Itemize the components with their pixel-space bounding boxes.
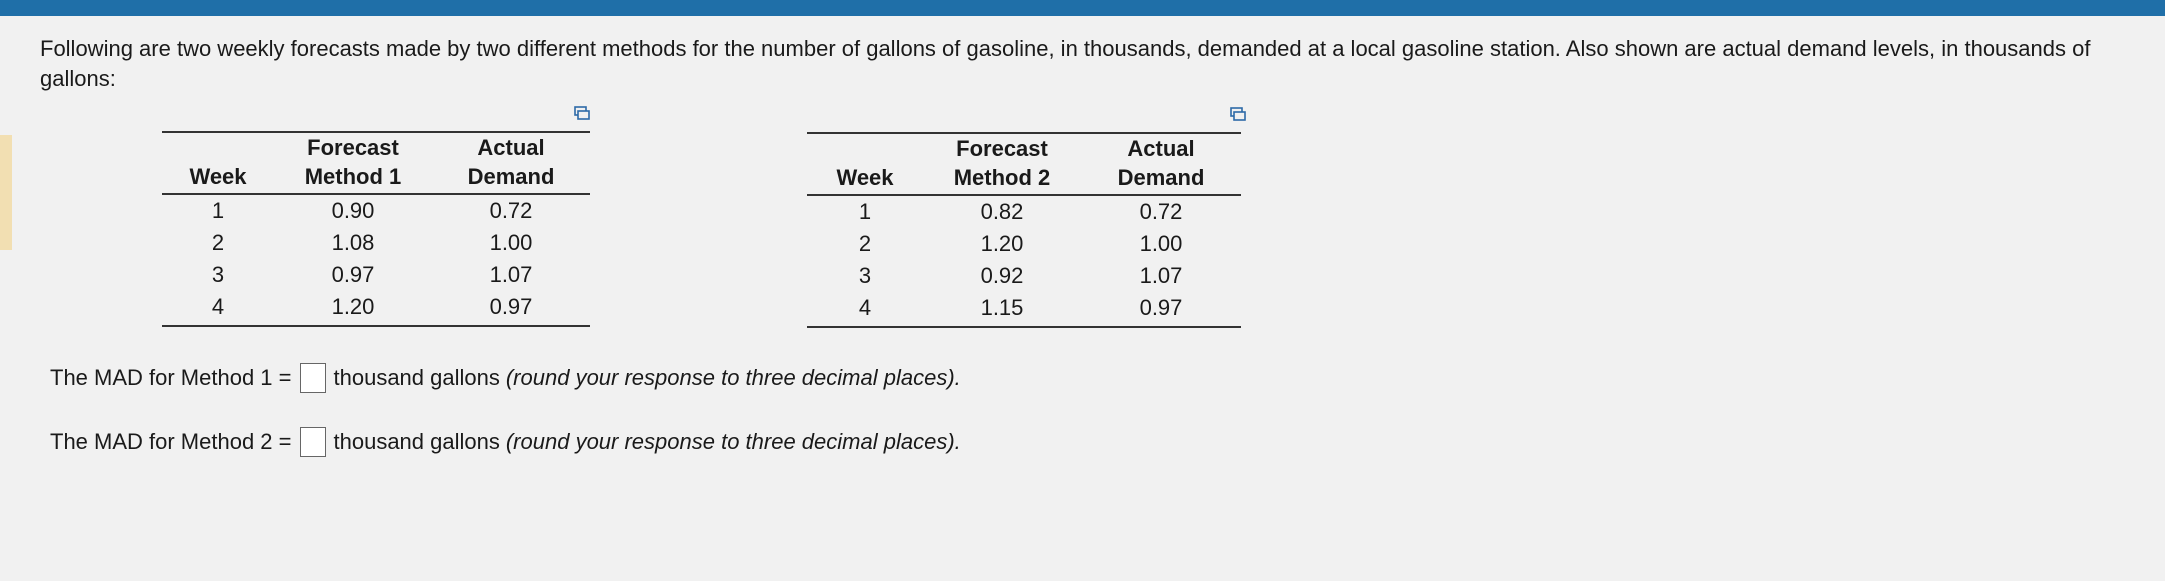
left-strip bbox=[0, 135, 12, 250]
mad-method-1-input[interactable] bbox=[300, 363, 326, 393]
week-cell: 4 bbox=[807, 292, 923, 327]
forecast-header-line2: Method 1 bbox=[274, 162, 432, 194]
week-cell: 1 bbox=[858, 199, 872, 224]
actual-cell: 0.72 bbox=[1139, 199, 1183, 224]
question-mad-method-1 bbox=[50, 363, 961, 393]
top-bar bbox=[0, 0, 2165, 16]
week-header-spacer bbox=[807, 133, 923, 163]
question-unit: thousand gallons bbox=[333, 365, 500, 390]
actual-header-line2: Demand bbox=[432, 162, 590, 194]
question-label: The MAD for Method 2 = bbox=[50, 429, 292, 454]
forecast-table-method-1 bbox=[162, 131, 590, 327]
forecast-cell: 0.97 bbox=[331, 262, 375, 287]
forecast-cell: 1.15 bbox=[923, 292, 1081, 327]
week-header: Week bbox=[162, 162, 274, 194]
copy-icon[interactable] bbox=[574, 106, 590, 120]
actual-cell: 1.00 bbox=[489, 230, 533, 255]
actual-cell: 0.97 bbox=[1081, 292, 1241, 327]
question-unit: thousand gallons bbox=[333, 429, 500, 454]
week-cell: 2 bbox=[858, 231, 872, 256]
actual-cell: 0.72 bbox=[489, 198, 533, 223]
table-row bbox=[162, 227, 590, 259]
week-header-spacer bbox=[162, 132, 274, 162]
week-cell: 1 bbox=[211, 198, 225, 223]
copy-icon[interactable] bbox=[1230, 107, 1246, 121]
forecast-cell: 0.92 bbox=[980, 263, 1024, 288]
question-mad-method-2 bbox=[50, 427, 961, 457]
actual-cell: 1.07 bbox=[489, 262, 533, 287]
week-header: Week bbox=[807, 163, 923, 195]
forecast-cell: 0.90 bbox=[331, 198, 375, 223]
mad-method-2-input[interactable] bbox=[300, 427, 326, 457]
question-note: (round your response to three decimal places). bbox=[505, 429, 961, 454]
actual-header-line1: Actual bbox=[432, 132, 590, 162]
actual-header-line1: Actual bbox=[1081, 133, 1241, 163]
table-row bbox=[807, 195, 1241, 228]
table-row bbox=[807, 260, 1241, 292]
actual-cell: 1.07 bbox=[1139, 263, 1183, 288]
question-note: (round your response to three decimal places). bbox=[505, 365, 961, 390]
table-row bbox=[162, 194, 590, 227]
table-row bbox=[162, 259, 590, 291]
intro-text: Following are two weekly forecasts made by two different methods for the number of gallons of gasoline, in thousands, demanded at a local gasoline station. Also shown are actual demand levels, in thousands of gallons: bbox=[40, 36, 2091, 91]
forecast-header-line2: Method 2 bbox=[923, 163, 1081, 195]
forecast-header-line1: Forecast bbox=[923, 133, 1081, 163]
table-row bbox=[807, 292, 1241, 327]
table-row bbox=[162, 291, 590, 326]
question-label: The MAD for Method 1 = bbox=[50, 365, 292, 390]
forecast-cell: 0.82 bbox=[980, 199, 1024, 224]
week-cell: 2 bbox=[211, 230, 225, 255]
table-row bbox=[807, 228, 1241, 260]
week-cell: 3 bbox=[858, 263, 872, 288]
actual-cell: 0.97 bbox=[432, 291, 590, 326]
week-cell: 4 bbox=[162, 291, 274, 326]
forecast-header-line1: Forecast bbox=[274, 132, 432, 162]
forecast-cell: 1.20 bbox=[274, 291, 432, 326]
forecast-cell: 1.20 bbox=[980, 231, 1024, 256]
actual-header-line2: Demand bbox=[1081, 163, 1241, 195]
forecast-table-method-2 bbox=[807, 132, 1241, 328]
actual-cell: 1.00 bbox=[1139, 231, 1183, 256]
forecast-cell: 1.08 bbox=[331, 230, 375, 255]
week-cell: 3 bbox=[211, 262, 225, 287]
